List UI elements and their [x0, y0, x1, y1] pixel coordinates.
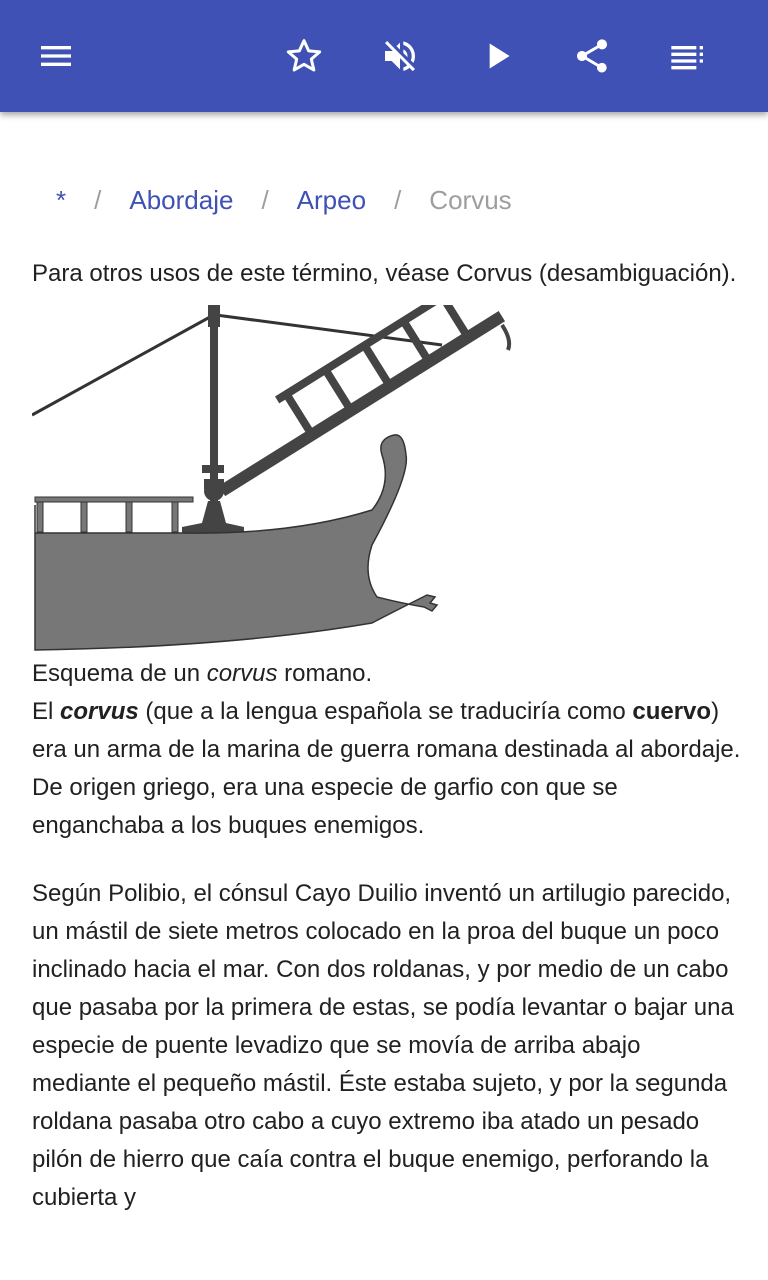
breadcrumb-separator: / — [261, 184, 269, 215]
figure-caption — [32, 655, 742, 693]
intro-text-1: El — [32, 698, 61, 725]
list-icon — [668, 36, 708, 76]
volume-off-icon — [380, 36, 420, 76]
intro-text-3: ) era un arma de la marina de guerra romana destinada al abordaje. De origen griego, era una especie de garfio con que se enganchaba a los buques enemigos. — [32, 698, 741, 839]
corvus-diagram — [32, 305, 512, 655]
share-button[interactable] — [564, 28, 620, 84]
breadcrumb-separator: / — [94, 184, 102, 215]
body-paragraph: Según Polibio, el cónsul Cayo Duilio inventó un artilugio parecido, un mástil de siete metros colocado en la proa del buque un poco inclinado hacia el mar. Con dos roldanas, y por medio de un cabo que pasaba por la primera de estas, se podía levantar o bajar una especie de puente levadizo que se movía de arriba abajo mediante el pequeño mástil. Éste estaba sujeto, y por la segunda roldana pasaba otro cabo a cuyo extremo iba atado un pesado pilón de hierro que caía contra el buque enemigo, perforando la cubierta y — [32, 880, 734, 1211]
breadcrumb-current: Corvus — [429, 184, 512, 215]
intro-text-2: (que a la lengua española se traduciría como — [138, 698, 633, 725]
app-bar — [0, 0, 768, 112]
play-icon — [478, 36, 518, 76]
breadcrumb-item-arpeo[interactable]: Arpeo — [296, 184, 367, 215]
breadcrumb-item-abordaje[interactable]: Abordaje — [129, 184, 234, 215]
favorite-button[interactable] — [276, 28, 332, 84]
menu-icon — [36, 36, 76, 76]
mute-button[interactable] — [372, 28, 428, 84]
breadcrumb-separator: / — [394, 184, 402, 215]
intro-term-corvus: corvus — [60, 698, 139, 725]
contents-button[interactable] — [660, 28, 716, 84]
caption-text: Esquema de un — [32, 660, 207, 687]
intro-paragraph — [32, 693, 742, 845]
intro-term-cuervo: cuervo — [632, 698, 712, 725]
play-button[interactable] — [470, 28, 526, 84]
caption-text-end: romano. — [277, 660, 373, 687]
breadcrumb — [56, 180, 512, 220]
share-icon — [572, 36, 612, 76]
caption-italic: corvus — [206, 660, 278, 687]
article-content — [32, 255, 742, 1217]
menu-button[interactable] — [28, 28, 84, 84]
star-icon — [284, 36, 324, 76]
disambiguation-note: Para otros usos de este término, véase Corvus (desambiguación). — [32, 260, 737, 287]
breadcrumb-home[interactable]: * — [56, 184, 67, 215]
